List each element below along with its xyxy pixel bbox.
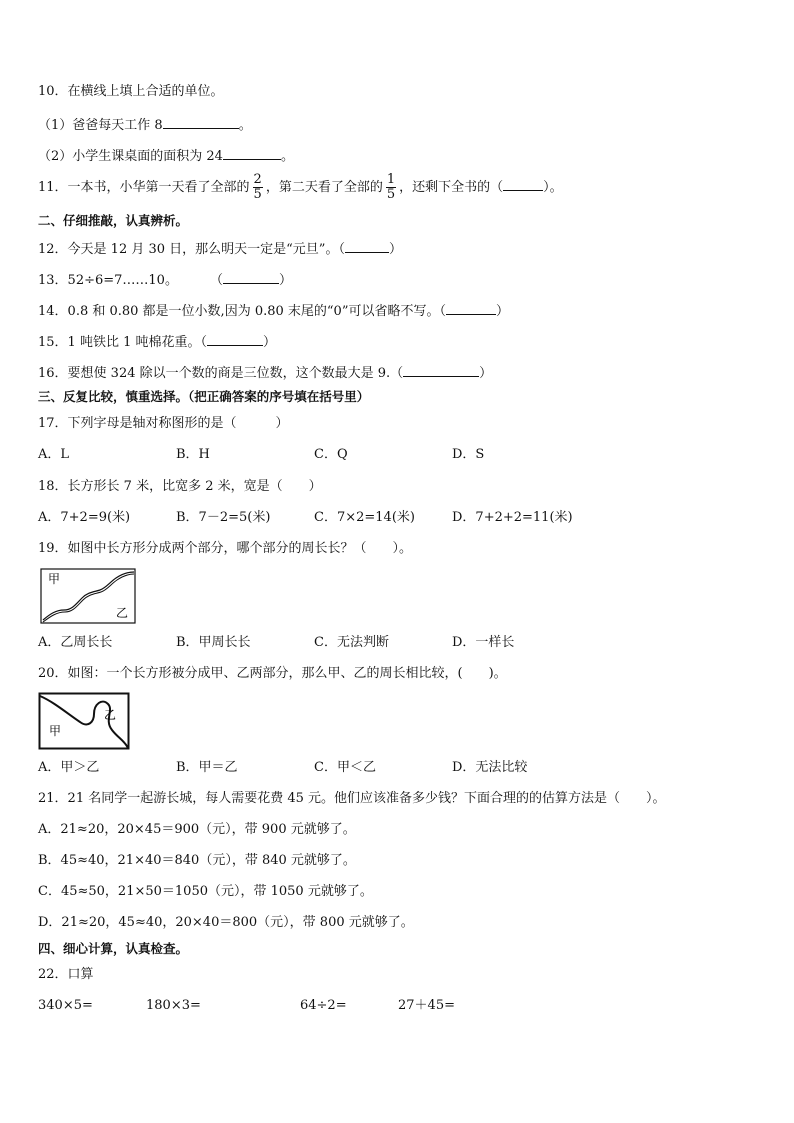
option-d[interactable]: D．21≈20，45≈40，20×40＝800（元），带 800 元就够了。 <box>38 915 414 930</box>
option-c[interactable]: C．7×2=14(米) <box>314 510 415 525</box>
period: 。 <box>280 149 294 164</box>
question-text: 13．52÷6=7……10。 <box>38 273 178 288</box>
option-a[interactable]: A．7+2=9(米) <box>38 510 131 525</box>
option-c[interactable]: C．45≈50，21×50＝1050（元），带 1050 元就够了。 <box>38 884 373 899</box>
question-text: 15．1 吨铁比 1 吨棉花重。（ <box>38 335 207 350</box>
question-text: 14．0.8 和 0.80 都是一位小数,因为 0.80 末尾的“0”可以省略不写。（ <box>38 304 446 319</box>
fraction-denominator: 5 <box>253 187 262 202</box>
question-18: 18．长方形长 7 米，比宽多 2 米，宽是（ ） <box>38 479 322 494</box>
part-text: （1）爸爸每天工作 8 <box>38 118 163 133</box>
question-text: 16．要想使 324 除以一个数的商是三位数，这个数最大是 9.（ <box>38 366 404 381</box>
question-17: 17．下列字母是轴对称图形的是（ ） <box>38 416 289 431</box>
period: 。 <box>238 118 252 133</box>
option-a[interactable]: A．L <box>38 447 70 462</box>
option-d[interactable]: D．一样长 <box>452 635 515 650</box>
fraction-denominator: 5 <box>386 187 396 202</box>
label-yi: 乙 <box>116 606 129 620</box>
question-text: ）。 <box>543 180 563 195</box>
question-15 <box>38 333 276 351</box>
question-11 <box>38 170 563 206</box>
question-21: 21．21 名同学一起游长城，每人需要花费 45 元。他们应该准备多少钱？下面合理的的估算方法是（ ）。 <box>38 791 666 806</box>
question-text: 12．今天是 12 月 30 日，那么明天一定是“元旦”。（ <box>38 242 345 257</box>
question-10-part-2 <box>38 147 294 165</box>
fraction-numerator: 1 <box>386 172 396 187</box>
fraction-numerator: 2 <box>253 172 262 187</box>
rectangle-figure-19 <box>40 568 136 624</box>
paren: （ <box>209 273 223 288</box>
question-10-part-1 <box>38 116 252 134</box>
section-heading: 二、仔细推敲，认真辨析。 <box>38 213 189 228</box>
question-14 <box>38 302 509 320</box>
option-d[interactable]: D．S <box>452 447 485 462</box>
option-b[interactable]: B．H <box>176 447 210 462</box>
question-text: ，还剩下全书的（ <box>399 180 504 195</box>
label-jia: 甲 <box>48 572 61 586</box>
part-text: （2）小学生课桌面的面积为 24 <box>38 149 223 164</box>
option-a[interactable]: A．乙周长长 <box>38 635 113 650</box>
label-jia: 甲 <box>49 724 62 738</box>
label-yi: 乙 <box>104 708 117 722</box>
calc-item[interactable]: 64÷2= <box>300 998 347 1013</box>
paren: ） <box>262 335 276 350</box>
question-text: 10．在横线上填上合适的单位。 <box>38 84 224 99</box>
answer-blank[interactable] <box>403 364 479 377</box>
answer-blank[interactable] <box>223 271 279 284</box>
option-b[interactable]: B．甲＝乙 <box>176 760 238 775</box>
option-a[interactable]: A．甲＞乙 <box>38 760 100 775</box>
fraction <box>386 173 396 202</box>
rectangle-figure-20 <box>38 692 130 750</box>
question-text: ，第二天看了全部的 <box>265 180 383 195</box>
paren: ） <box>495 304 509 319</box>
option-b[interactable]: B．45≈40，21×40＝840（元），带 840 元就够了。 <box>38 853 356 868</box>
answer-blank[interactable] <box>207 333 263 346</box>
question-text: 11．一本书，小华第一天看了全部的 <box>38 180 250 195</box>
answer-blank[interactable] <box>446 302 496 315</box>
option-b[interactable]: B．7－2=5(米) <box>176 510 271 525</box>
option-c[interactable]: C．Q <box>314 447 348 462</box>
section-heading: 三、反复比较，慎重选择。（把正确答案的序号填在括号里） <box>38 389 370 404</box>
section-heading: 四、细心计算，认真检查。 <box>38 941 189 956</box>
option-c[interactable]: C．甲＜乙 <box>314 760 376 775</box>
question-22: 22．口算 <box>38 967 94 982</box>
question-16 <box>38 364 492 382</box>
question-19: 19．如图中长方形分成两个部分，哪个部分的周长长？（ ）。 <box>38 541 413 556</box>
paren: ） <box>388 242 402 257</box>
question-12 <box>38 240 402 258</box>
calc-item[interactable]: 27＋45= <box>398 998 455 1013</box>
option-d[interactable]: D．无法比较 <box>452 760 528 775</box>
option-d[interactable]: D．7+2+2=11(米) <box>452 510 573 525</box>
question-13 <box>38 271 292 289</box>
option-a[interactable]: A．21≈20，20×45＝900（元），带 900 元就够了。 <box>38 822 356 837</box>
answer-blank[interactable] <box>345 240 389 253</box>
answer-blank[interactable] <box>503 178 543 191</box>
option-c[interactable]: C．无法判断 <box>314 635 389 650</box>
paren: ） <box>479 366 493 381</box>
fraction <box>253 173 263 202</box>
calc-item[interactable]: 180×3= <box>146 998 201 1013</box>
paren: ） <box>278 273 292 288</box>
calc-item[interactable]: 340×5= <box>38 998 93 1013</box>
answer-blank[interactable] <box>163 116 239 129</box>
answer-blank[interactable] <box>223 147 281 160</box>
question-10 <box>38 84 224 100</box>
question-20: 20．如图：一个长方形被分成甲、乙两部分，那么甲、乙的周长相比较，( )。 <box>38 666 507 681</box>
option-b[interactable]: B．甲周长长 <box>176 635 251 650</box>
